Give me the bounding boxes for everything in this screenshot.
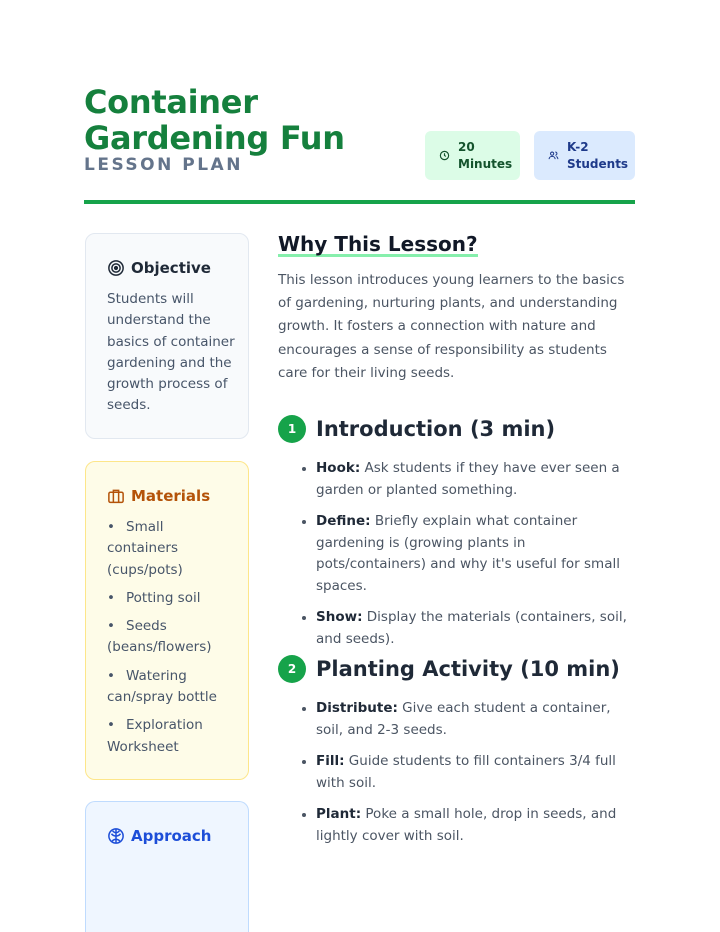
page-title xyxy=(84,84,345,156)
list-item: Show: Display the materials (containers, soil, and seeds). xyxy=(278,607,636,650)
grade-unit: Students xyxy=(567,156,629,171)
materials-card xyxy=(85,461,249,780)
duration-badge xyxy=(425,131,520,180)
section-title: Introduction (3 min) xyxy=(316,417,556,441)
header-divider xyxy=(84,200,635,204)
briefcase-icon xyxy=(107,487,125,505)
step-number-badge: 2 xyxy=(278,655,306,683)
users-icon xyxy=(548,150,559,161)
why-text: This lesson introduces young learners to the basics of gardening, nurturing plants, and understanding growth. It fosters a connection with nature and encourages a sense of responsibility as students care for their living seeds. xyxy=(278,272,625,381)
list-item: Define: Briefly explain what container gardening is (growing plants in pots/containers) and why it's useful for small spaces. xyxy=(278,511,636,597)
step-number-badge: 1 xyxy=(278,415,306,443)
steps-list xyxy=(278,458,638,650)
list-item: • Potting soil xyxy=(107,589,201,606)
list-item: Hook: Ask students if they have ever seen a garden or planted something. xyxy=(278,458,636,501)
why-section xyxy=(278,232,638,385)
duration-value: 20 xyxy=(458,139,475,154)
grade-badge xyxy=(534,131,635,180)
section-title: Planting Activity (10 min) xyxy=(316,657,620,681)
why-heading: Why This Lesson? xyxy=(278,232,478,256)
approach-title: Approach xyxy=(131,827,212,845)
objective-text: Students will understand the basics of container gardening and the growth process of seeds. xyxy=(107,291,235,414)
page-subtitle: LESSON PLAN xyxy=(84,155,243,175)
objective-title: Objective xyxy=(131,259,211,277)
clock-icon xyxy=(439,150,450,161)
grade-value: K-2 xyxy=(567,139,589,154)
materials-title: Materials xyxy=(131,487,211,505)
brain-icon xyxy=(107,827,125,845)
list-item: • Watering can/spray bottle xyxy=(107,667,217,706)
introduction-section xyxy=(278,414,638,660)
list-item: • Small containers (cups/pots) xyxy=(107,519,183,578)
materials-list xyxy=(107,517,237,758)
planting-activity-section xyxy=(278,654,638,857)
objective-card xyxy=(85,233,249,439)
list-item: Fill: Guide students to fill containers 3/4 full with soil. xyxy=(278,751,636,794)
title-line-1: Container xyxy=(84,83,258,121)
list-item: Distribute: Give each student a container, soil, and 2-3 seeds. xyxy=(278,698,636,741)
list-item: Plant: Poke a small hole, drop in seeds, and lightly cover with soil. xyxy=(278,804,636,847)
list-item: • Seeds (beans/flowers) xyxy=(107,618,212,656)
list-item: • Exploration Worksheet xyxy=(107,717,203,755)
steps-list xyxy=(278,698,638,847)
title-line-2: Gardening Fun xyxy=(84,119,345,157)
target-icon xyxy=(107,259,125,277)
duration-unit: Minutes xyxy=(458,156,513,171)
approach-card xyxy=(85,801,249,932)
